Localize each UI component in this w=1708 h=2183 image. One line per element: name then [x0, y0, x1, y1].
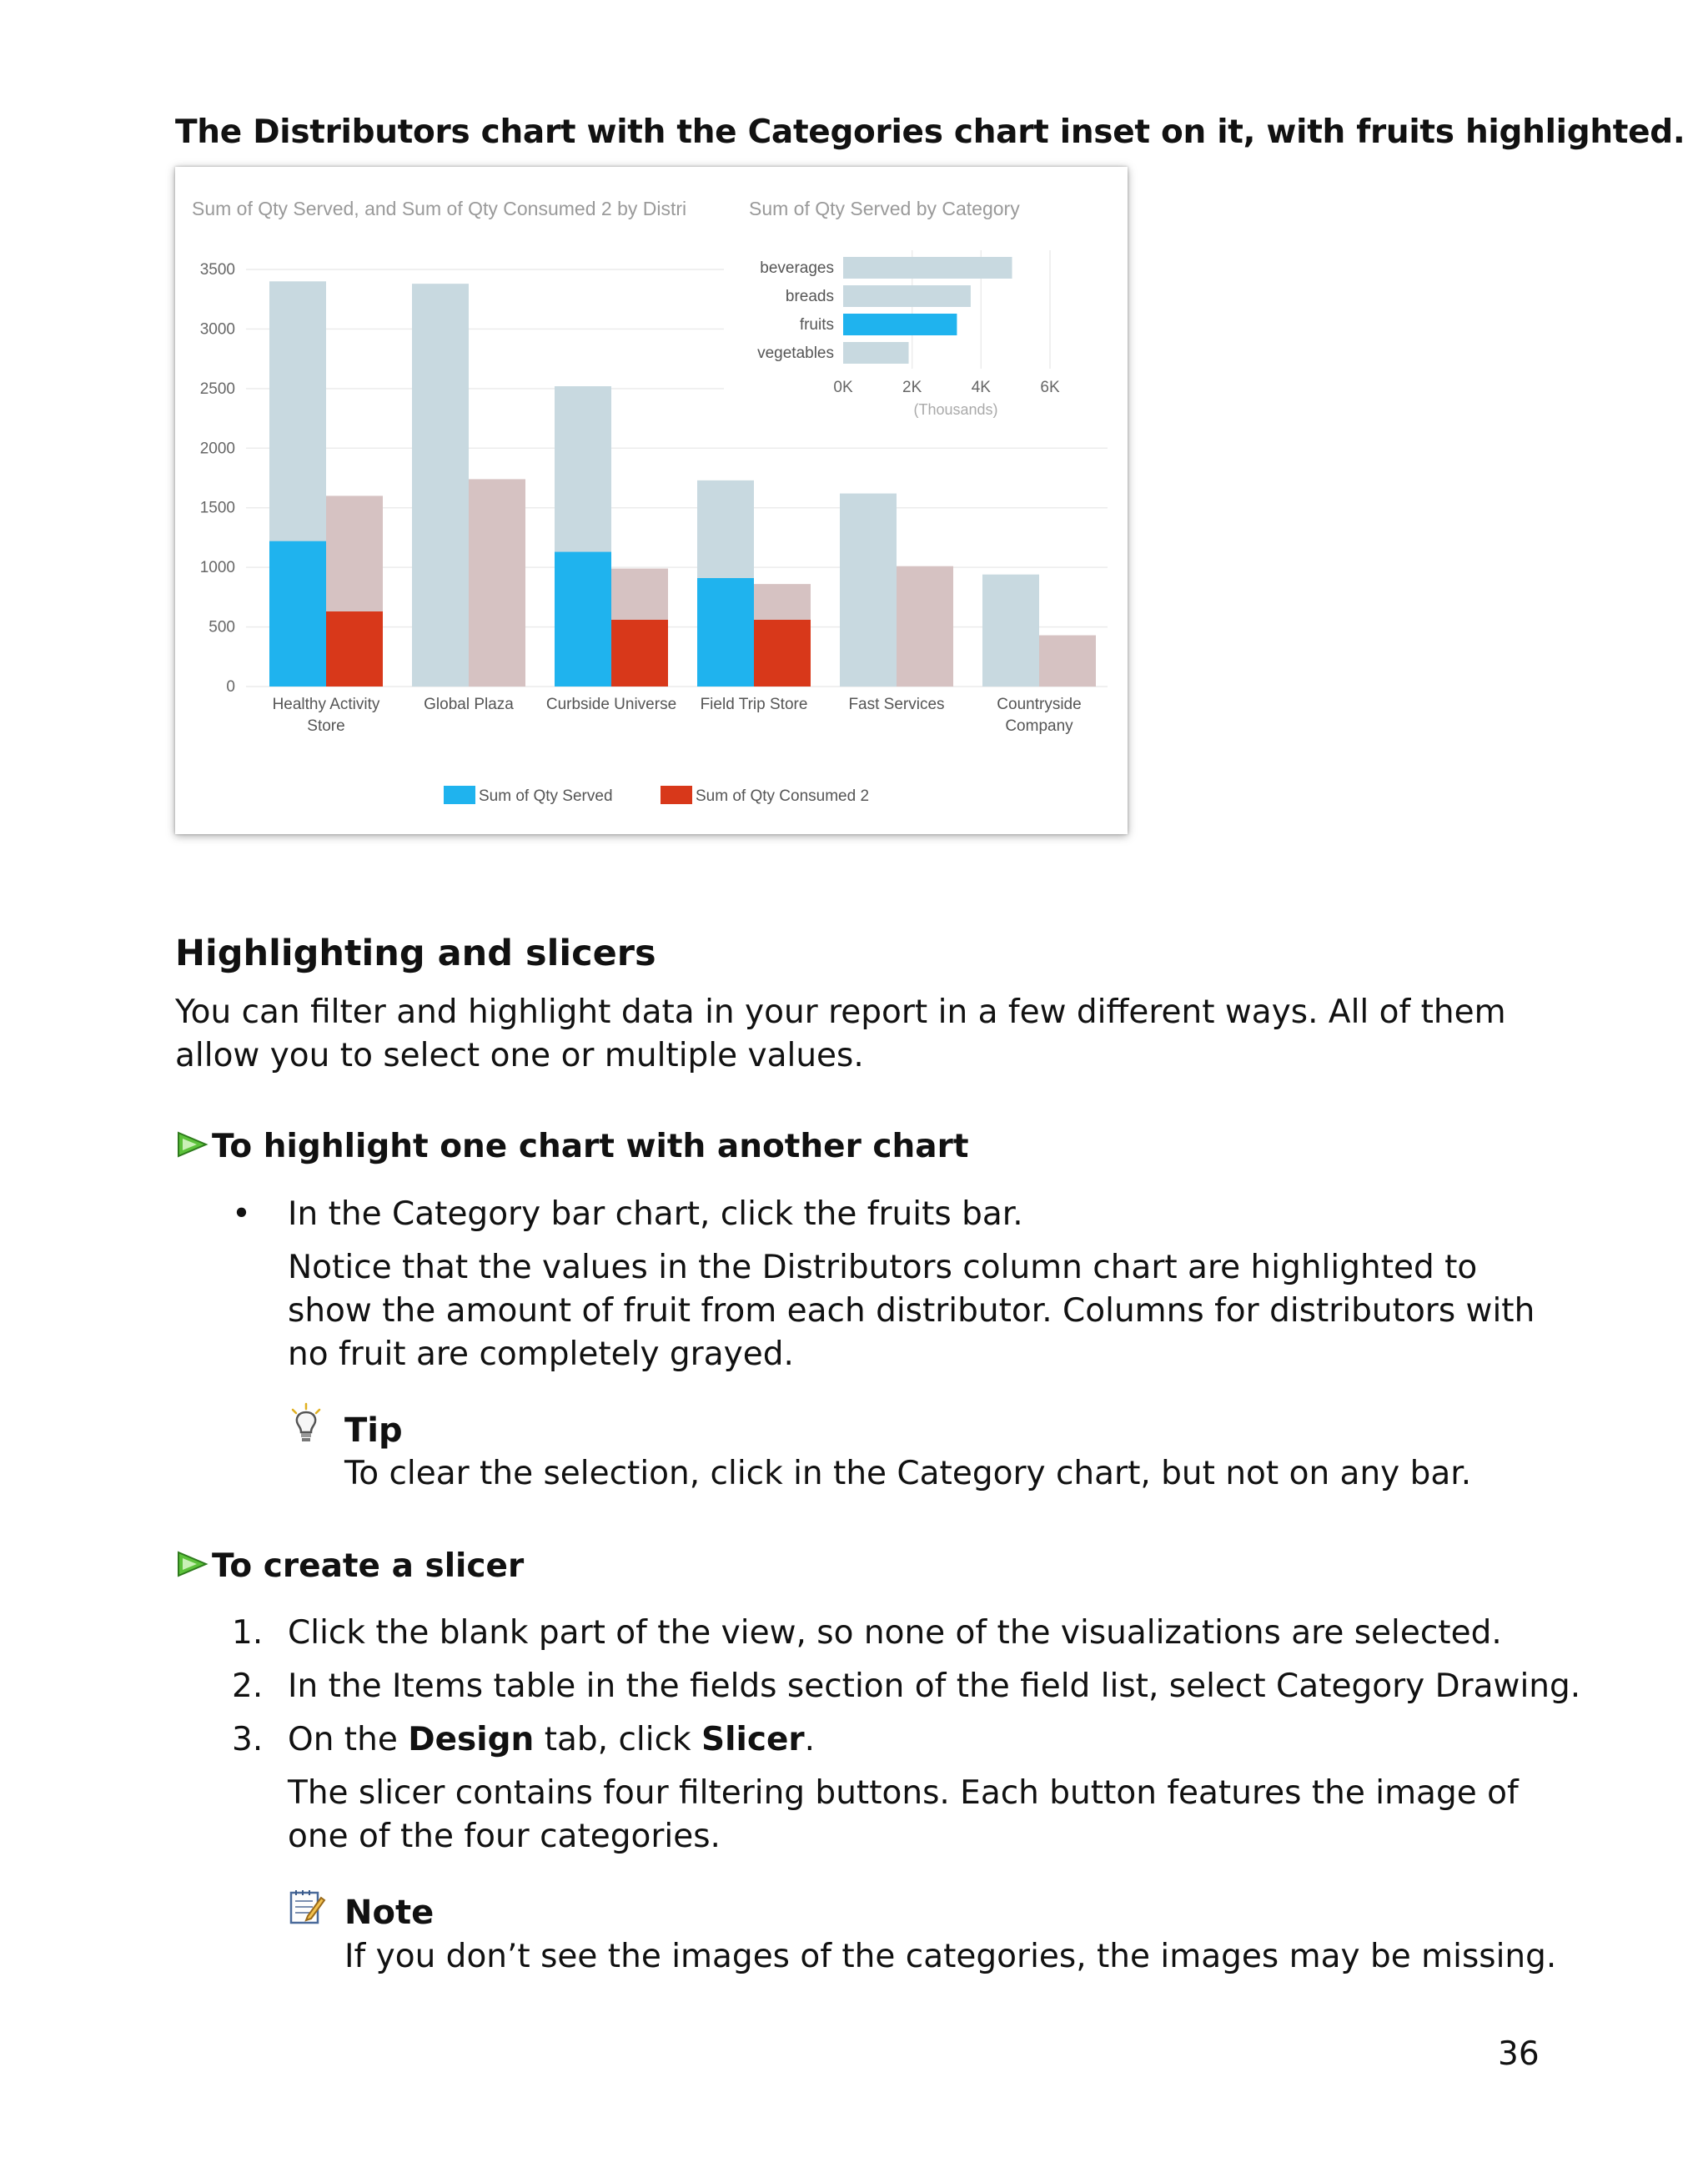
bar-highlight-qty-served — [697, 578, 754, 687]
figure-caption: The Distributors chart with the Categories chart inset on it, with fruits highlighted. — [175, 113, 1685, 151]
inset-bar-beverages — [843, 257, 1012, 279]
inset-bar-vegetables — [843, 342, 909, 364]
x-category-label: Company — [1005, 717, 1073, 735]
notice-paragraph: Notice that the values in the Distributors column chart are highlighted to show the amount of fruit from each distributor. Columns for distributors with no fruit are completely grayed. — [288, 1249, 1535, 1373]
procedure-heading-highlight — [175, 1128, 969, 1167]
inset-x-tick-label: 0K — [833, 379, 853, 396]
x-category-label: Global Plaza — [424, 696, 514, 713]
inset-category-label: fruits — [799, 316, 834, 334]
bar-highlight-qty-consumed — [754, 620, 811, 687]
y-tick-label: 3000 — [199, 320, 235, 339]
inset-category-label: beverages — [760, 259, 834, 277]
note-title: Note — [344, 1894, 435, 1932]
legend-label: Sum of Qty Consumed 2 — [696, 787, 870, 805]
y-tick-label: 500 — [208, 618, 235, 636]
intro-paragraph: You can filter and highlight data in your report in a few different ways. All of them allow you to select one or multiple values. — [175, 993, 1506, 1074]
note-icon — [288, 1888, 326, 1929]
inset-bar-breads — [843, 285, 971, 307]
y-tick-label: 1000 — [199, 559, 235, 577]
inset-category-label: breads — [785, 288, 834, 305]
step-number: 3. — [232, 1721, 264, 1758]
bullet-marker: • — [232, 1195, 252, 1233]
inset-category-label: vegetables — [757, 345, 834, 362]
bar-highlight-qty-consumed — [611, 620, 668, 687]
y-tick-label: 2000 — [199, 440, 235, 458]
legend-swatch — [661, 786, 692, 804]
x-category-label: Fast Services — [848, 696, 945, 713]
step-text: On the Design tab, click Slicer. — [288, 1721, 816, 1758]
inset-x-axis-label: (Thousands) — [913, 401, 998, 418]
x-category-label: Store — [307, 717, 345, 735]
inset-x-tick-label: 6K — [1040, 379, 1060, 396]
step-text: Click the blank part of the view, so none of the visualizations are selected. — [288, 1614, 1502, 1652]
x-category-label: Countryside — [997, 696, 1082, 713]
tip-title: Tip — [344, 1411, 403, 1450]
distributors-chart-figure — [175, 167, 1128, 834]
bar-total-qty-consumed — [897, 566, 953, 687]
x-category-label: Curbside Universe — [545, 696, 677, 713]
lightbulb-icon — [288, 1402, 324, 1447]
inset-x-tick-label: 2K — [902, 379, 922, 396]
note-text: If you don’t see the images of the categories, the images may be missing. — [344, 1938, 1557, 1975]
bar-highlight-qty-consumed — [326, 611, 383, 687]
legend-label: Sum of Qty Served — [479, 787, 613, 805]
combined-chart-svg — [175, 167, 1128, 834]
y-tick-label: 2500 — [199, 380, 235, 398]
bar-total-qty-consumed — [1039, 636, 1096, 687]
bar-highlight-qty-served — [555, 552, 611, 687]
section-heading: Highlighting and slicers — [175, 933, 656, 974]
y-tick-label: 1500 — [199, 499, 235, 517]
bar-highlight-qty-served — [269, 541, 326, 687]
procedure-title: To highlight one chart with another chart — [212, 1128, 969, 1165]
slicer-paragraph: The slicer contains four filtering buttons. Each button features the image of one of the four categories. — [288, 1774, 1519, 1855]
bar-total-qty-consumed — [469, 479, 525, 687]
inset-chart-title: Sum of Qty Served by Category — [749, 198, 1020, 219]
procedure-arrow-icon — [175, 1129, 212, 1167]
procedure-title: To create a slicer — [212, 1547, 525, 1585]
x-category-label: Field Trip Store — [700, 696, 808, 713]
main-chart-title: Sum of Qty Served, and Sum of Qty Consumed 2 by Distri — [192, 198, 687, 219]
bar-total-qty-served — [412, 284, 469, 687]
page-number: 36 — [1498, 2035, 1540, 2073]
step-text: In the Items table in the fields section of the field list, select Category Drawing. — [288, 1667, 1581, 1705]
design-tab-label: Design — [408, 1721, 535, 1758]
inset-x-tick-label: 4K — [971, 379, 991, 396]
tip-text: To clear the selection, click in the Category chart, but not on any bar. — [344, 1455, 1472, 1492]
step-text: In the Category bar chart, click the fruits bar. — [288, 1195, 1023, 1233]
y-tick-label: 0 — [226, 678, 235, 696]
bar-total-qty-served — [982, 575, 1039, 687]
procedure-arrow-icon — [175, 1549, 212, 1587]
legend-swatch — [444, 786, 475, 804]
inset-bar-fruits — [843, 314, 957, 335]
step-number: 2. — [232, 1667, 264, 1705]
step-number: 1. — [232, 1614, 264, 1652]
bar-total-qty-served — [840, 494, 897, 687]
y-tick-label: 3500 — [199, 261, 235, 279]
procedure-heading-slicer — [175, 1547, 524, 1587]
x-category-label: Healthy Activity — [272, 696, 380, 713]
slicer-command-label: Slicer — [701, 1721, 805, 1758]
